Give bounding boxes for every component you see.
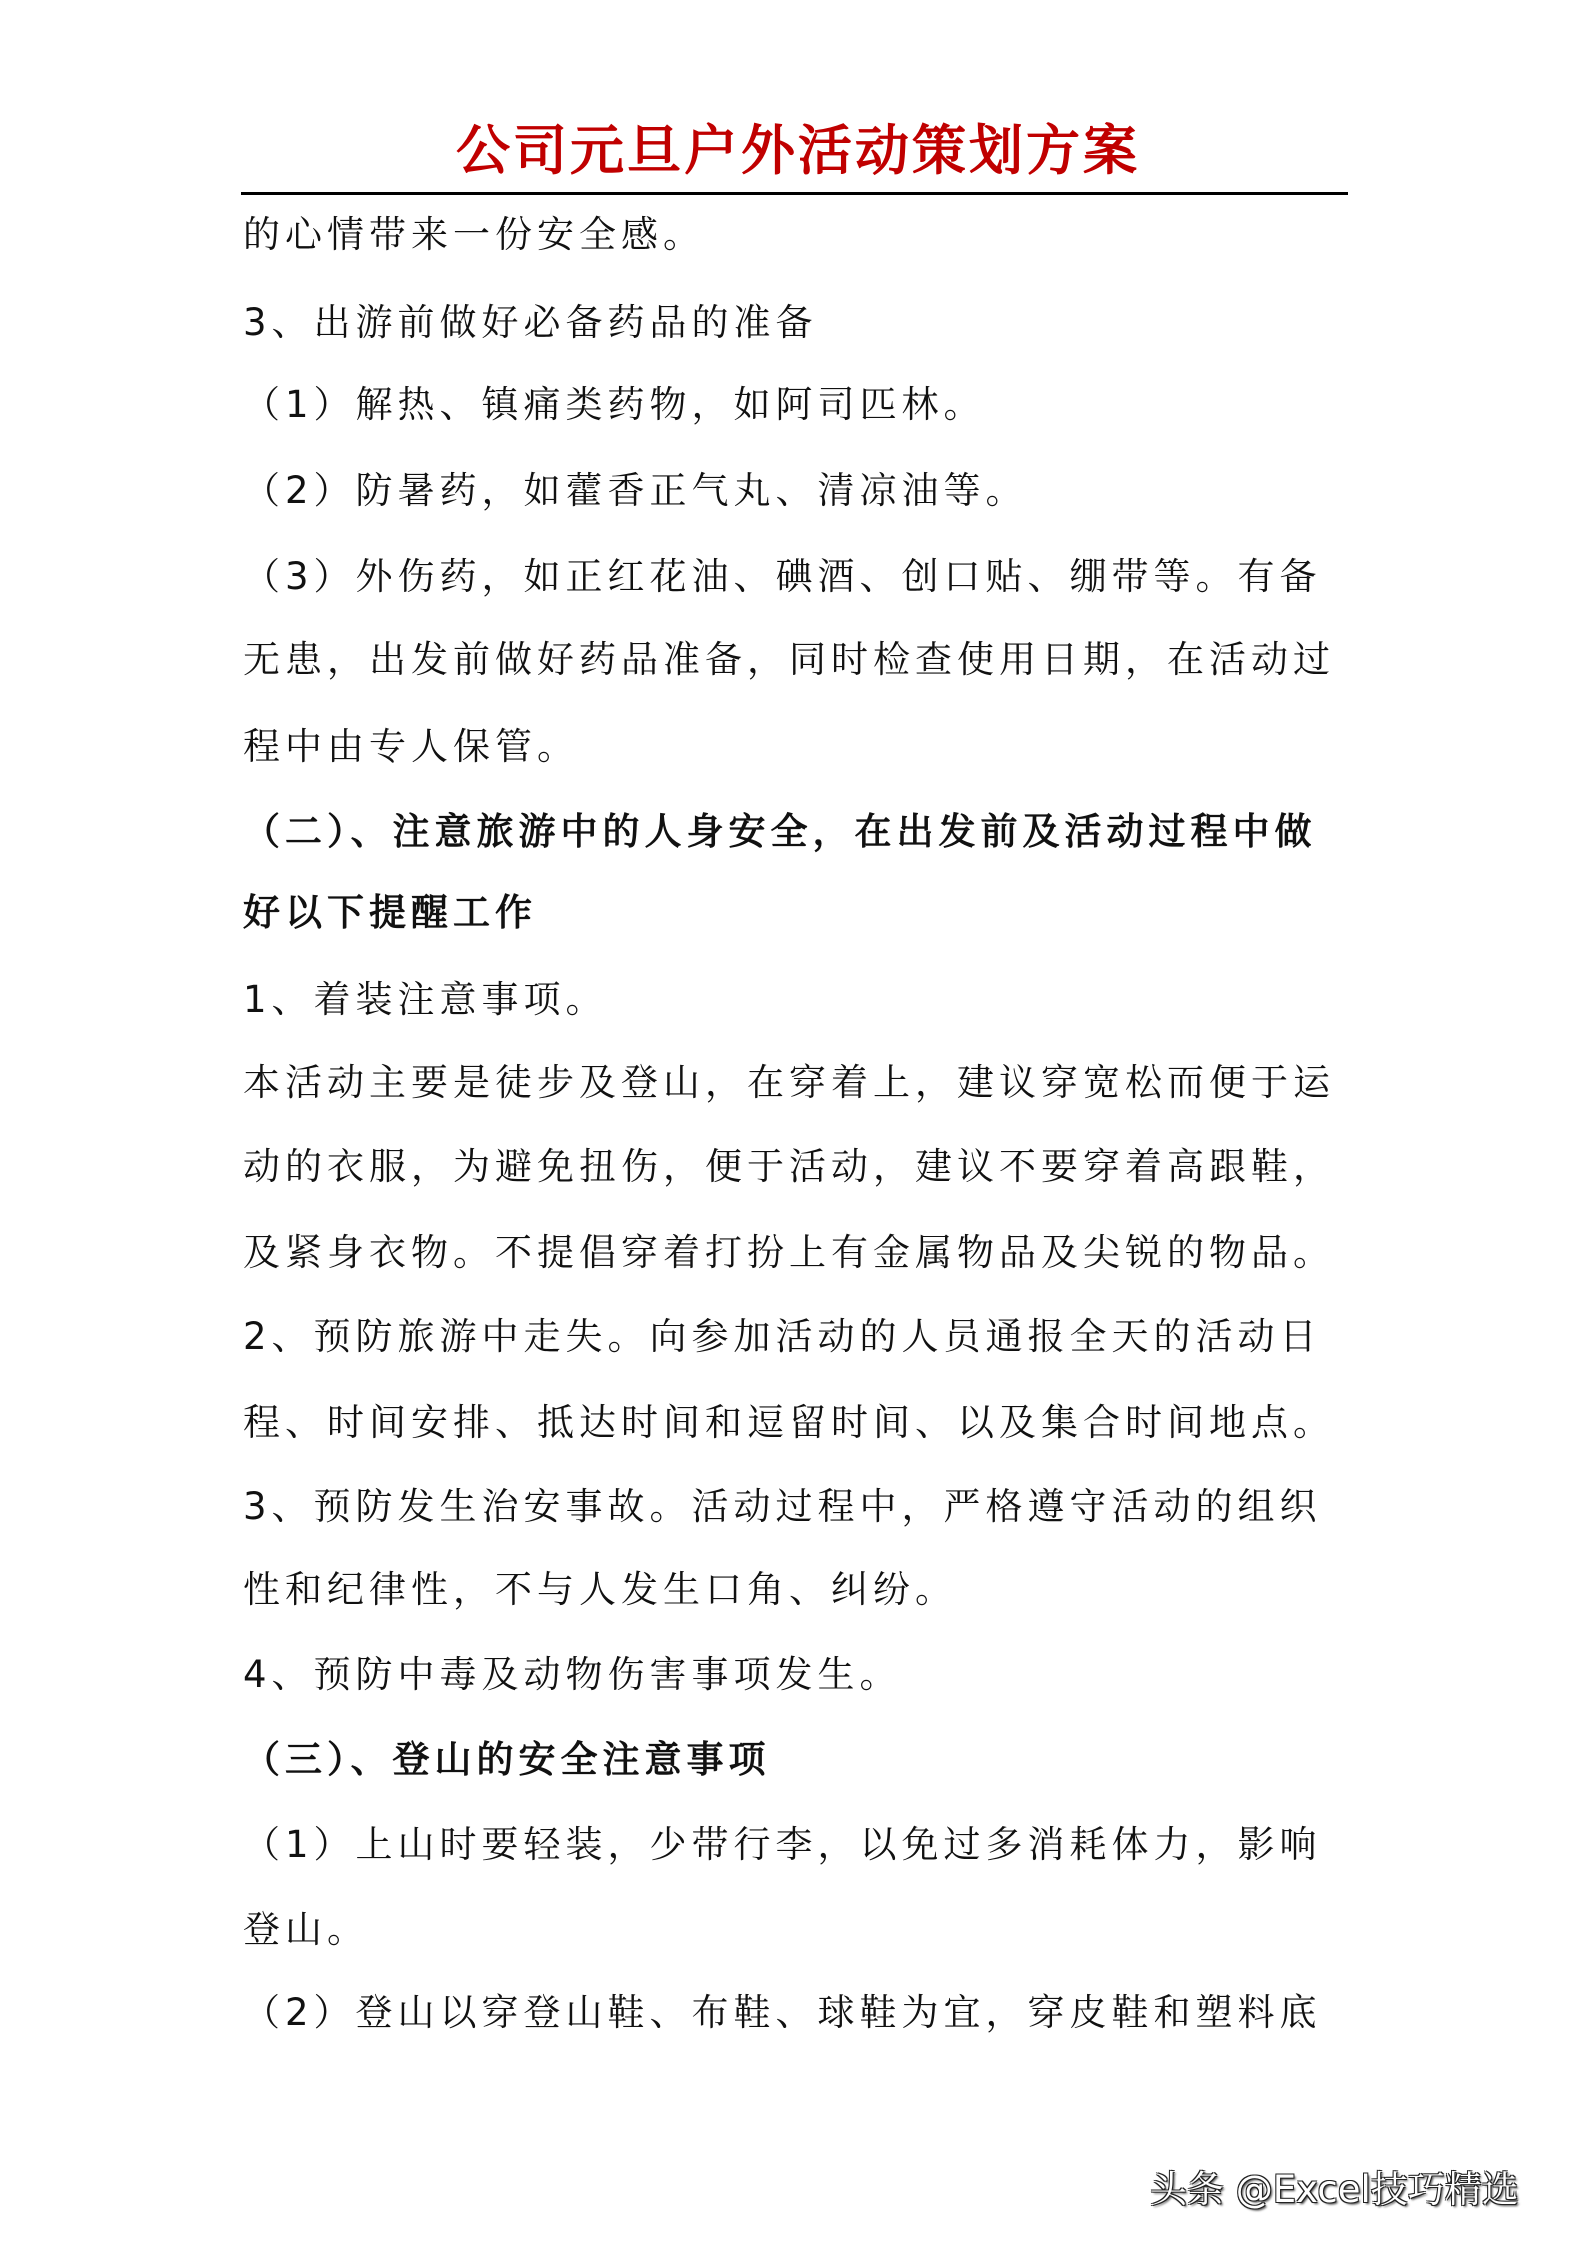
title-divider xyxy=(241,192,1348,195)
paragraph-line: 动的衣服，为避免扭伤，便于活动，建议不要穿着高跟鞋， xyxy=(243,1145,1335,1188)
section-heading: 好以下提醒工作 xyxy=(243,891,537,934)
paragraph-line: 及紧身衣物。不提倡穿着打扮上有金属物品及尖锐的物品。 xyxy=(243,1231,1335,1274)
paragraph-line: 登山。 xyxy=(243,1908,369,1951)
list-item: （2）登山以穿登山鞋、布鞋、球鞋为宜，穿皮鞋和塑料底 xyxy=(243,1991,1322,2034)
section-heading: （二）、注意旅游中的人身安全，在出发前及活动过程中做 xyxy=(243,810,1317,853)
paragraph-line: 程中由专人保管。 xyxy=(243,725,579,768)
list-item: 4、预防中毒及动物伤害事项发生。 xyxy=(243,1653,902,1696)
list-item: 2、预防旅游中走失。向参加活动的人员通报全天的活动日 xyxy=(243,1315,1322,1358)
list-item: （3）外伤药，如正红花油、碘酒、创口贴、绷带等。有备 xyxy=(243,555,1322,598)
paragraph-line: 无患，出发前做好药品准备，同时检查使用日期，在活动过 xyxy=(243,638,1335,681)
paragraph-line: 的心情带来一份安全感。 xyxy=(243,213,705,256)
paragraph-line: 程、时间安排、抵达时间和逗留时间、以及集合时间地点。 xyxy=(243,1401,1335,1444)
paragraph-line: 本活动主要是徒步及登山，在穿着上，建议穿宽松而便于运 xyxy=(243,1061,1335,1104)
document-title: 公司元旦户外活动策划方案 xyxy=(456,118,1140,182)
list-item: （2）防暑药，如藿香正气丸、清凉油等。 xyxy=(243,469,1028,512)
list-item-heading: 1、着装注意事项。 xyxy=(243,978,608,1021)
watermark: 头条 @Excel技巧精选 xyxy=(1150,2168,1519,2211)
list-item: 3、预防发生治安事故。活动过程中，严格遵守活动的组织 xyxy=(243,1485,1322,1528)
paragraph-line: 性和纪律性，不与人发生口角、纠纷。 xyxy=(243,1568,957,1611)
list-item: （1）解热、镇痛类药物，如阿司匹林。 xyxy=(243,383,986,426)
section-heading: （三）、登山的安全注意事项 xyxy=(243,1738,771,1781)
list-item: （1）上山时要轻装，少带行李，以免过多消耗体力，影响 xyxy=(243,1823,1322,1866)
list-item-heading: 3、出游前做好必备药品的准备 xyxy=(243,301,818,344)
